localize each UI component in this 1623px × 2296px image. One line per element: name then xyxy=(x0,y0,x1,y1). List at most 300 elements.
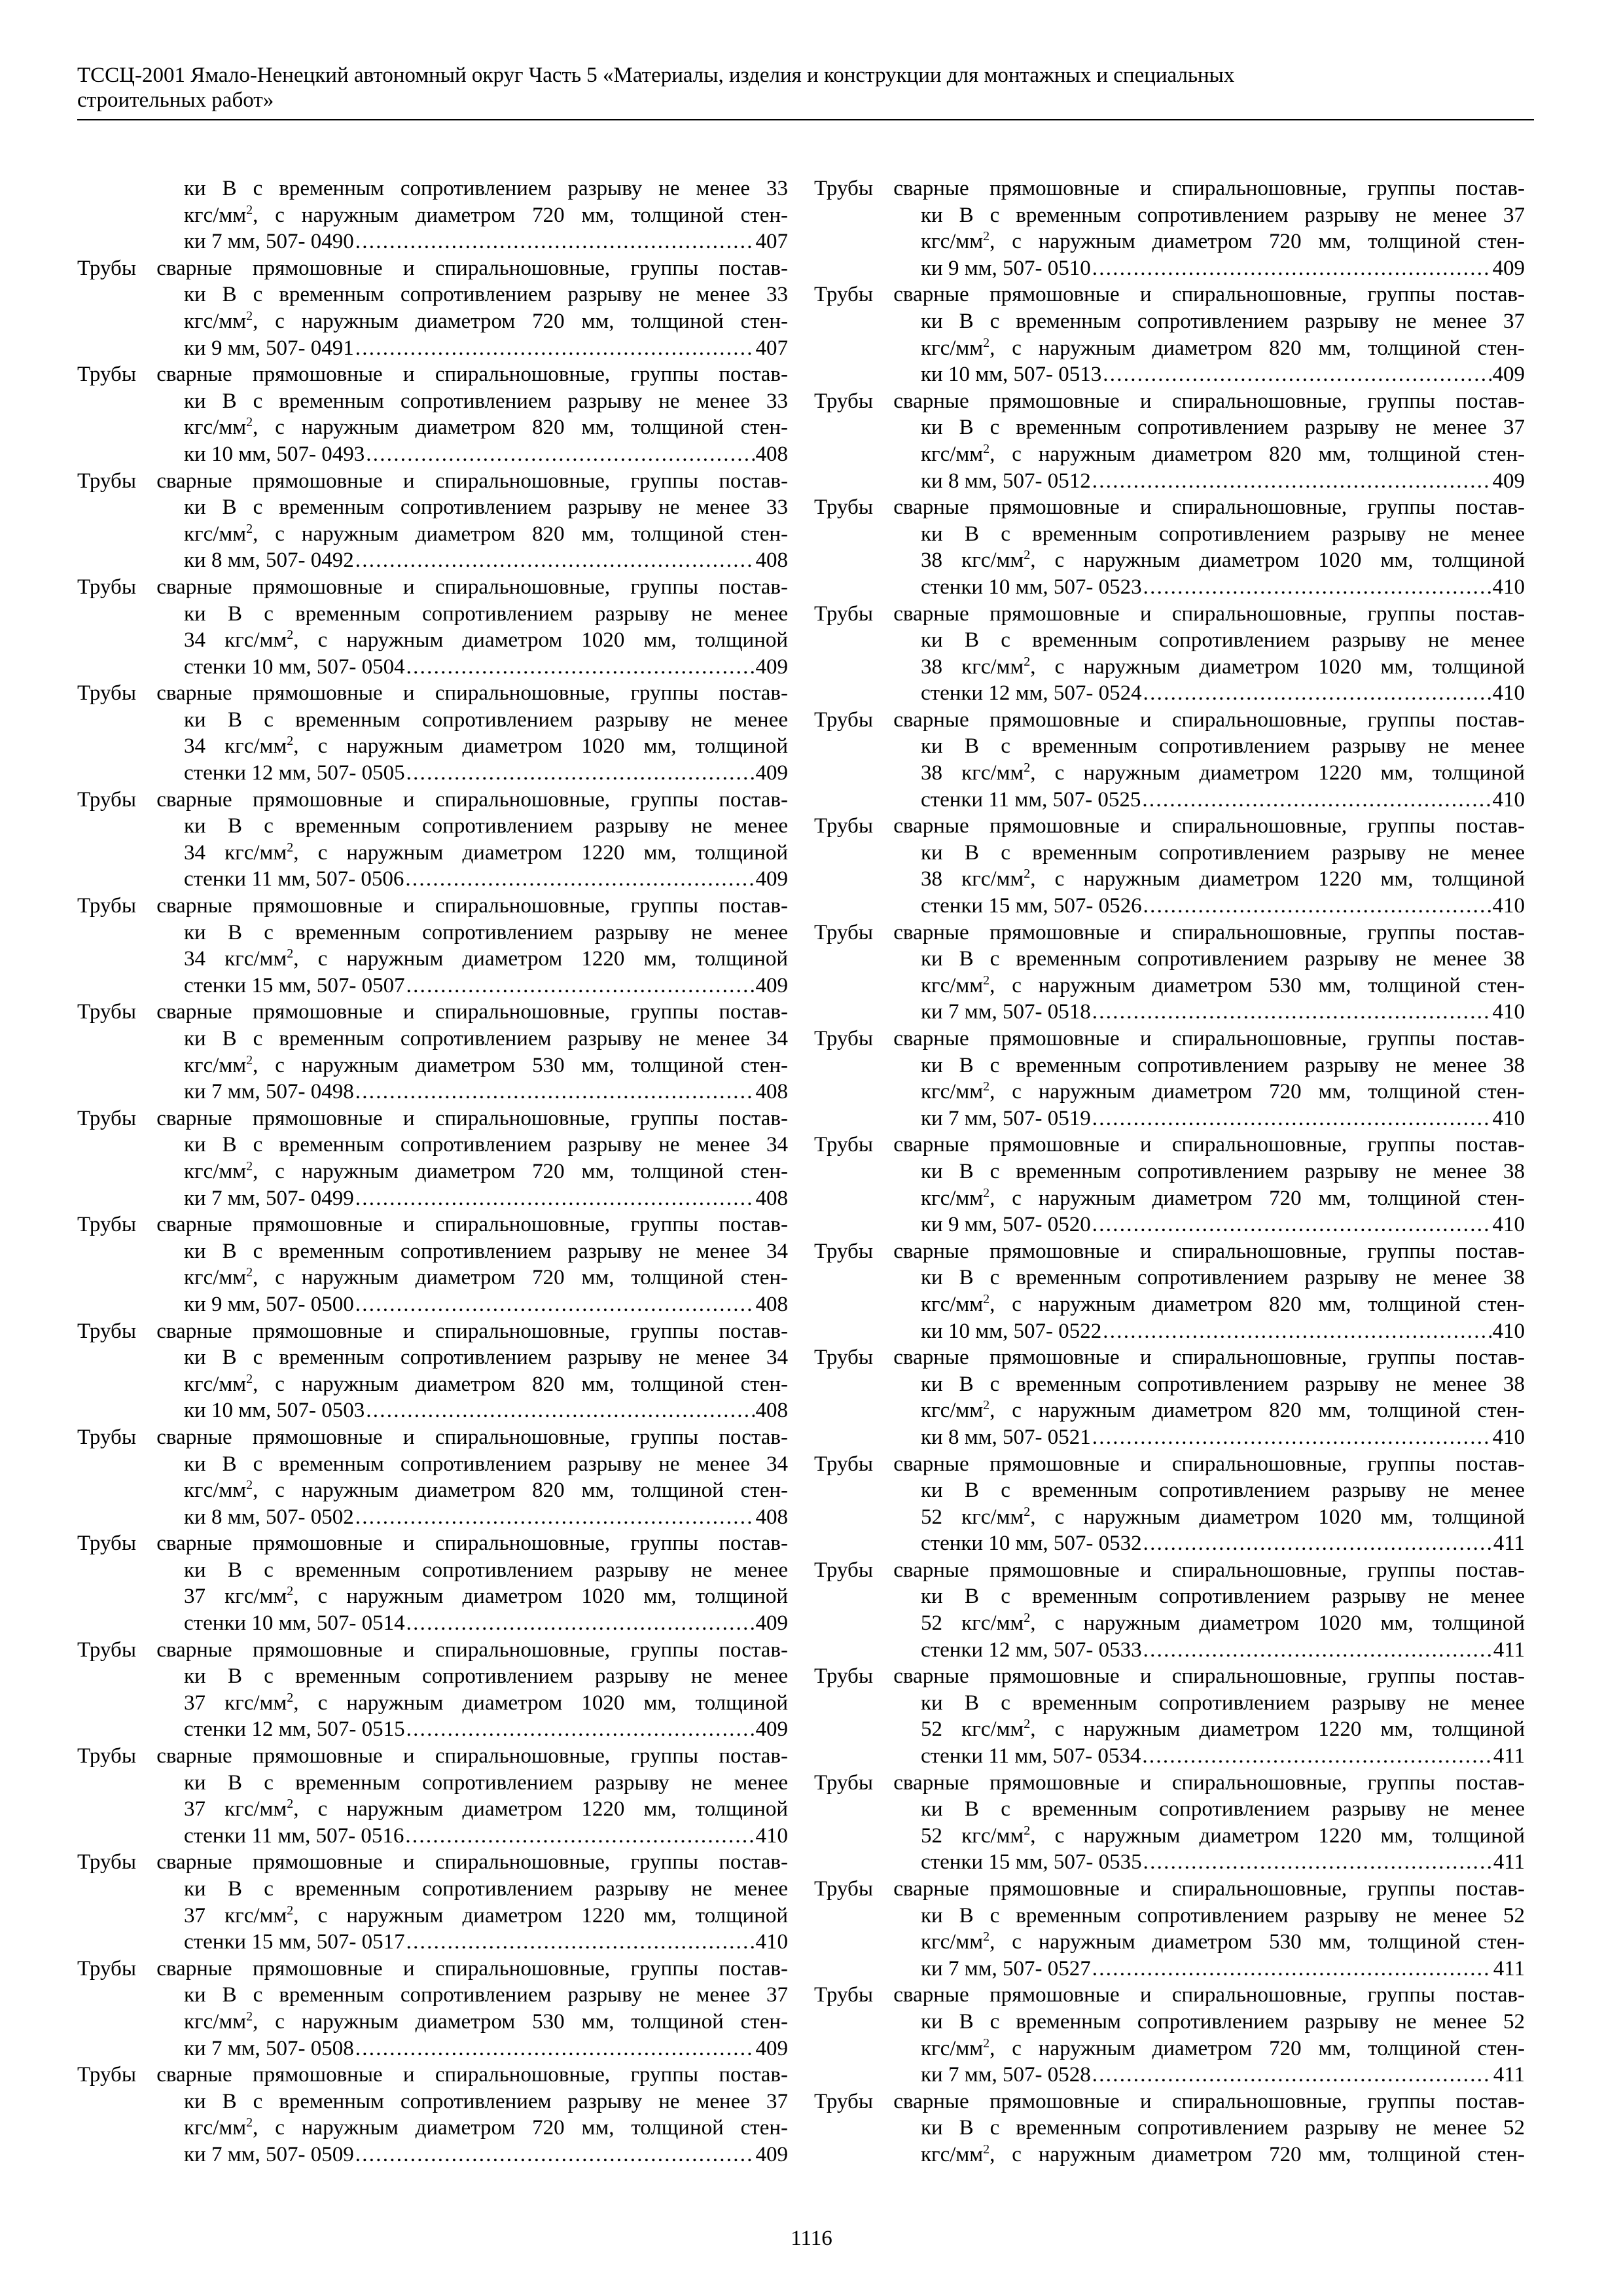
entry-leader-line xyxy=(77,2142,788,2168)
entry-continuation-line: кгс/$мм^2$, с наружным диаметром 530 мм, толщиной стен- xyxy=(921,973,1525,997)
entry-continuation-line: кгс/$мм^2$, с наружным диаметром 720 мм, толщиной стен- xyxy=(184,1265,788,1290)
entry-page-number: 410 xyxy=(1492,1425,1525,1449)
entry-code: ки 10 мм, 507- 0493 xyxy=(184,442,365,466)
index-entry xyxy=(814,1982,1525,2088)
entry-leader-line xyxy=(814,999,1525,1026)
entry-title-line: Трубы сварные прямошовные и спиральношовные, группы постав- xyxy=(77,1319,788,1343)
entry-continuation-line: кгс/$мм^2$, с наружным диаметром 820 мм, толщиной стен- xyxy=(184,1371,788,1396)
index-entry xyxy=(814,1876,1525,1982)
entry-leader-line xyxy=(814,893,1525,920)
dot-leader xyxy=(406,1929,755,1956)
entry-code: стенки 15 мм, 507- 0517 xyxy=(184,1930,405,1954)
entry-continuation-line: ки В с временным сопротивлением разрыву не менее xyxy=(921,1479,1525,1503)
dot-leader xyxy=(1092,1956,1492,1982)
entry-leader-line xyxy=(77,1397,788,1424)
entry-code: стенки 12 мм, 507- 0515 xyxy=(184,1717,405,1742)
entry-continuation-line: ки В с временным сопротивлением разрыву не менее xyxy=(184,601,788,626)
entry-page-number: 411 xyxy=(1493,1744,1525,1768)
index-entry xyxy=(814,601,1525,707)
entry-leader-line xyxy=(77,1079,788,1105)
entry-continuation-line: ки В с временным сопротивлением разрыву не менее xyxy=(921,522,1525,546)
index-entry xyxy=(814,1770,1525,1876)
entry-page-number: 410 xyxy=(1492,787,1525,812)
entry-continuation-line: ки В с временным сопротивлением разрыву не менее 34 xyxy=(184,1452,788,1476)
header-line-2: строительных работ» xyxy=(77,88,274,112)
entry-continuation-line: ки В с временным сопротивлением разрыву не менее 52 xyxy=(921,1903,1525,1928)
entry-code: стенки 11 мм, 507- 0516 xyxy=(184,1823,404,1848)
entry-title-line: Трубы сварные прямошовные и спиральношовные, группы постав- xyxy=(814,1239,1525,1263)
dot-leader xyxy=(406,1716,755,1743)
entry-continuation-line: ки В с временным сопротивлением разрыву не менее xyxy=(184,814,788,838)
entry-leader-line xyxy=(814,1424,1525,1451)
dot-leader xyxy=(1143,680,1491,707)
entry-continuation-line: 52 кгс/$мм^2$, с наружным диаметром 1220 мм, толщиной xyxy=(921,1823,1525,1848)
entry-leader-line xyxy=(814,680,1525,707)
entry-leader-line xyxy=(814,1956,1525,1982)
dot-leader xyxy=(1142,1743,1491,1770)
entry-continuation-line: ки В с временным сопротивлением разрыву не менее 52 xyxy=(921,2009,1525,2034)
entry-continuation-line: ки В с временным сопротивлением разрыву не менее xyxy=(921,1797,1525,1821)
entry-continuation-line: 34 кгс/$мм^2$, с наружным диаметром 1220 мм, толщиной xyxy=(184,840,788,865)
entry-title-line: Трубы сварные прямошовные и спиральношовные, группы постав- xyxy=(77,1425,788,1449)
entry-continuation-line: кгс/$мм^2$, с наружным диаметром 720 мм, толщиной стен- xyxy=(184,1158,788,1183)
entry-title-line: Трубы сварные прямошовные и спиральношовные, группы постав- xyxy=(814,1027,1525,1050)
entry-leader-line xyxy=(77,1291,788,1318)
index-entry xyxy=(814,1026,1525,1132)
dot-leader xyxy=(1103,361,1491,388)
entry-page-number: 408 xyxy=(755,1186,788,1210)
entry-title-line: Трубы сварные прямошовные и спиральношовные, группы постав- xyxy=(77,575,788,599)
entry-code: ки 8 мм, 507- 0521 xyxy=(921,1425,1091,1449)
entry-leader-line xyxy=(77,866,788,893)
entry-code: стенки 15 мм, 507- 0535 xyxy=(921,1850,1142,1874)
entry-code: ки 9 мм, 507- 0520 xyxy=(921,1213,1091,1237)
entry-leader-line xyxy=(77,973,788,999)
index-entry xyxy=(77,361,788,467)
entry-page-number: 409 xyxy=(755,2142,788,2166)
dot-leader xyxy=(355,1291,755,1318)
index-entry xyxy=(77,255,788,361)
entry-continuation-line: ки В с временным сопротивлением разрыву не менее xyxy=(921,628,1525,653)
entry-leader-line xyxy=(77,1504,788,1531)
entry-leader-line xyxy=(814,361,1525,388)
entry-title-line: Трубы сварные прямошовные и спиральношовные, группы постав- xyxy=(77,787,788,812)
dot-leader xyxy=(366,1397,754,1424)
entry-code: ки 8 мм, 507- 0492 xyxy=(184,548,354,573)
dot-leader xyxy=(1143,1530,1492,1557)
entry-continuation-line: кгс/$мм^2$, с наружным диаметром 720 мм, толщиной стен- xyxy=(921,1079,1525,1104)
dot-leader xyxy=(1143,574,1491,601)
entry-continuation-line: кгс/$мм^2$, с наружным диаметром 820 мм, толщиной стен- xyxy=(184,1478,788,1503)
entry-continuation-line: 34 кгс/$мм^2$, с наружным диаметром 1220 мм, толщиной xyxy=(184,946,788,971)
entry-title-line: Трубы сварные прямошовные и спиральношовные, группы постав- xyxy=(77,1532,788,1556)
entry-continuation-line: 38 кгс/$мм^2$, с наружным диаметром 1220 мм, толщиной xyxy=(921,867,1525,891)
entry-continuation-line: 52 кгс/$мм^2$, с наружным диаметром 1220 мм, толщиной xyxy=(921,1717,1525,1742)
entry-code: ки 10 мм, 507- 0513 xyxy=(921,363,1102,387)
entry-leader-line xyxy=(77,2036,788,2062)
entry-continuation-line: кгс/$мм^2$, с наружным диаметром 720 мм, толщиной стен- xyxy=(184,2115,788,2140)
dot-leader xyxy=(1143,893,1491,920)
entry-page-number: 409 xyxy=(755,1611,788,1636)
entry-page-number: 408 xyxy=(755,1080,788,1104)
entry-continuation-line: 37 кгс/$мм^2$, с наружным диаметром 1220 мм, толщиной xyxy=(184,1797,788,1821)
entry-continuation-line: ки В с временным сопротивлением разрыву не менее 34 xyxy=(184,1346,788,1370)
entry-continuation-line: 37 кгс/$мм^2$, с наружным диаметром 1020 мм, толщиной xyxy=(184,1584,788,1609)
right-column xyxy=(814,175,1525,2168)
entry-leader-line xyxy=(814,1637,1525,1664)
entry-code: ки 7 мм, 507- 0519 xyxy=(921,1106,1091,1130)
entry-title-line: Трубы сварные прямошовные и спиральношовные, группы постав- xyxy=(814,1452,1525,1476)
header-rule xyxy=(77,119,1534,120)
entry-continuation-line: ки В с временным сопротивлением разрыву не менее xyxy=(921,1691,1525,1715)
entry-code: ки 7 мм, 507- 0528 xyxy=(921,2063,1091,2087)
dot-leader xyxy=(355,1079,755,1105)
entry-continuation-line: ки В с временным сопротивлением разрыву не менее xyxy=(184,1664,788,1689)
entry-continuation-line: ки В с временным сопротивлением разрыву не менее 33 xyxy=(184,495,788,520)
entry-page-number: 408 xyxy=(755,548,788,573)
entry-continuation-line: ки В с временным сопротивлением разрыву не менее 33 xyxy=(184,283,788,307)
dot-leader xyxy=(366,441,754,468)
entry-continuation-line: ки В с временным сопротивлением разрыву не менее xyxy=(921,734,1525,759)
index-entry xyxy=(814,175,1525,281)
entry-page-number: 409 xyxy=(755,973,788,997)
entry-leader-line xyxy=(77,228,788,255)
entry-code: стенки 15 мм, 507- 0507 xyxy=(184,973,405,997)
entry-title-line: Трубы сварные прямошовные и спиральношовные, группы постав- xyxy=(814,177,1525,200)
entry-title-line: Трубы сварные прямошовные и спиральношовные, группы постав- xyxy=(814,1346,1525,1370)
entry-leader-line xyxy=(814,1211,1525,1238)
entry-continuation-line: 52 кгс/$мм^2$, с наружным диаметром 1020 мм, толщиной xyxy=(921,1504,1525,1529)
index-entry xyxy=(814,1451,1525,1557)
entry-leader-line xyxy=(77,654,788,681)
entry-title-line: Трубы сварные прямошовные и спиральношовные, группы постав- xyxy=(814,2089,1525,2113)
entry-title-line: Трубы сварные прямошовные и спиральношовные, группы постав- xyxy=(814,1133,1525,1157)
entry-page-number: 411 xyxy=(1493,1532,1525,1556)
index-entry xyxy=(77,787,788,893)
entry-code: стенки 12 мм, 507- 0533 xyxy=(921,1638,1142,1662)
entry-continuation-line: 34 кгс/$мм^2$, с наружным диаметром 1020 мм, толщиной xyxy=(184,628,788,653)
entry-code: ки 8 мм, 507- 0512 xyxy=(921,469,1091,493)
entry-leader-line xyxy=(814,1743,1525,1770)
entry-title-line: Трубы сварные прямошовные и спиральношовные, группы постав- xyxy=(77,1000,788,1024)
index-entry xyxy=(77,1318,788,1424)
entry-leader-line xyxy=(814,574,1525,601)
entry-page-number: 410 xyxy=(755,1823,788,1848)
entry-continuation-line: ки В с временным сопротивлением разрыву не менее xyxy=(184,920,788,944)
index-entry xyxy=(814,1132,1525,1238)
entry-code: стенки 11 мм, 507- 0525 xyxy=(921,787,1141,812)
entry-page-number: 409 xyxy=(1492,469,1525,493)
entry-continuation-line: ки В с временным сопротивлением разрыву не менее 34 xyxy=(184,1239,788,1263)
entry-continuation-line: кгс/$мм^2$, с наружным диаметром 720 мм, толщиной стен- xyxy=(921,2142,1525,2166)
entry-continuation-line: ки В с временным сопротивлением разрыву не менее 37 xyxy=(921,203,1525,227)
entry-page-number: 410 xyxy=(1492,1106,1525,1130)
entry-continuation-line: ки В с временным сопротивлением разрыву не менее 38 xyxy=(921,1372,1525,1396)
dot-leader xyxy=(1092,1424,1491,1451)
dot-leader xyxy=(1092,255,1491,282)
entry-code: ки 9 мм, 507- 0500 xyxy=(184,1292,354,1316)
entry-leader-line xyxy=(77,1610,788,1637)
dot-leader xyxy=(355,1185,755,1212)
entry-leader-line xyxy=(77,547,788,574)
index-entry xyxy=(814,1344,1525,1450)
entry-page-number: 409 xyxy=(755,761,788,785)
index-entry xyxy=(77,1637,788,1743)
entry-leader-line xyxy=(77,1929,788,1956)
entry-page-number: 409 xyxy=(1492,363,1525,387)
entry-continuation-line: ки В с временным сопротивлением разрыву не менее 34 xyxy=(184,1027,788,1050)
index-entry xyxy=(77,893,788,999)
entry-continuation-line: кгс/$мм^2$, с наружным диаметром 720 мм, толщиной стен- xyxy=(921,229,1525,254)
dot-leader xyxy=(1092,1105,1491,1132)
dot-leader xyxy=(355,335,755,362)
entry-page-number: 408 xyxy=(755,442,788,466)
entry-leader-line xyxy=(814,1849,1525,1876)
entry-continuation-line: ки В с временным сопротивлением разрыву не менее xyxy=(184,1877,788,1901)
dot-leader xyxy=(355,228,755,255)
entry-continuation-line: ки В с временным сопротивлением разрыву не менее 38 xyxy=(921,947,1525,971)
index-entry xyxy=(814,1663,1525,1769)
entry-continuation-line: ки В с временным сопротивлением разрыву не менее xyxy=(184,1770,788,1795)
entry-code: стенки 12 мм, 507- 0505 xyxy=(184,761,405,785)
index-entry xyxy=(77,680,788,786)
entry-title-line: Трубы сварные прямошовные и спиральношовные, группы постав- xyxy=(814,495,1525,520)
index-entry xyxy=(77,1530,788,1636)
dot-leader xyxy=(355,1504,755,1531)
entry-continuation-line: ки В с временным сопротивлением разрыву не менее 37 xyxy=(921,416,1525,440)
entry-code: ки 7 мм, 507- 0508 xyxy=(184,2036,354,2060)
entry-page-number: 408 xyxy=(755,1292,788,1316)
entry-page-number: 410 xyxy=(1492,575,1525,599)
index-entry xyxy=(77,1956,788,2062)
entry-leader-line xyxy=(814,255,1525,282)
entry-continuation-line: ки В с временным сопротивлением разрыву не менее 33 xyxy=(184,177,788,200)
entry-continuation-line: ки В с временным сопротивлением разрыву не менее xyxy=(921,1585,1525,1609)
entry-continuation-line: 38 кгс/$мм^2$, с наружным диаметром 1220 мм, толщиной xyxy=(921,761,1525,785)
entry-continuation-line: 52 кгс/$мм^2$, с наружным диаметром 1020 мм, толщиной xyxy=(921,1611,1525,1636)
entry-title-line: Трубы сварные прямошовные и спиральношовные, группы постав- xyxy=(77,894,788,918)
entry-code: ки 10 мм, 507- 0522 xyxy=(921,1319,1102,1343)
entry-continuation-line: 37 кгс/$мм^2$, с наружным диаметром 1220 мм, толщиной xyxy=(184,1903,788,1928)
entry-continuation-line: ки В с временным сопротивлением разрыву не менее 37 xyxy=(184,2089,788,2113)
entry-title-line: Трубы сварные прямошовные и спиральношовные, группы постав- xyxy=(77,363,788,387)
entry-continuation-line: ки В с временным сопротивлением разрыву не менее xyxy=(184,708,788,732)
entry-continuation-line: ки В с временным сопротивлением разрыву не менее 38 xyxy=(921,1159,1525,1183)
index-entry xyxy=(77,1424,788,1530)
dot-leader xyxy=(1092,999,1491,1026)
entry-continuation-line: ки В с временным сопротивлением разрыву не менее 52 xyxy=(921,2116,1525,2140)
entry-page-number: 410 xyxy=(1492,681,1525,706)
entry-page-number: 410 xyxy=(755,1930,788,1954)
entry-continuation-line: кгс/$мм^2$, с наружным диаметром 820 мм, толщиной стен- xyxy=(921,1398,1525,1423)
entry-title-line: Трубы сварные прямошовные и спиральношовные, группы постав- xyxy=(814,1983,1525,2007)
entry-continuation-line: ки В с временным сопротивлением разрыву не менее 34 xyxy=(184,1133,788,1157)
entry-title-line: Трубы сварные прямошовные и спиральношовные, группы постав- xyxy=(77,1956,788,1981)
index-entry xyxy=(814,2089,1525,2168)
entry-leader-line xyxy=(77,760,788,787)
entry-code: ки 7 мм, 507- 0498 xyxy=(184,1080,354,1104)
entry-continuation-line: кгс/$мм^2$, с наружным диаметром 820 мм, толщиной стен- xyxy=(921,441,1525,466)
entry-title-line: Трубы сварные прямошовные и спиральношовные, группы постав- xyxy=(814,283,1525,307)
entry-code: стенки 10 мм, 507- 0523 xyxy=(921,575,1142,599)
entry-title-line: Трубы сварные прямошовные и спиральношовные, группы постав- xyxy=(814,920,1525,944)
entry-leader-line xyxy=(814,1530,1525,1557)
entry-leader-line xyxy=(814,1105,1525,1132)
entry-code: стенки 11 мм, 507- 0534 xyxy=(921,1744,1141,1768)
entry-code: ки 9 мм, 507- 0510 xyxy=(921,256,1091,280)
entry-page-number: 407 xyxy=(755,336,788,360)
entry-title-line: Трубы сварные прямошовные и спиральношовные, группы постав- xyxy=(77,256,788,280)
dot-leader xyxy=(405,1823,754,1850)
entry-title-line: Трубы сварные прямошовные и спиральношовные, группы постав- xyxy=(814,1558,1525,1582)
page-number: 1116 xyxy=(791,2227,832,2250)
index-entry xyxy=(77,1105,788,1211)
entry-continuation-line: 34 кгс/$мм^2$, с наружным диаметром 1020 мм, толщиной xyxy=(184,734,788,759)
entry-code: стенки 11 мм, 507- 0506 xyxy=(184,867,404,891)
entry-title-line: Трубы сварные прямошовные и спиральношовные, группы постав- xyxy=(814,814,1525,838)
entry-continuation-line: 38 кгс/$мм^2$, с наружным диаметром 1020 мм, толщиной xyxy=(921,654,1525,679)
entry-page-number: 411 xyxy=(1493,2063,1525,2087)
index-entry xyxy=(814,388,1525,494)
entry-code: ки 7 мм, 507- 0527 xyxy=(921,1956,1091,1981)
entry-code: ки 7 мм, 507- 0518 xyxy=(921,1000,1091,1024)
entry-continuation-line: кгс/$мм^2$, с наружным диаметром 530 мм, толщиной стен- xyxy=(184,1052,788,1077)
entry-page-number: 408 xyxy=(755,1399,788,1423)
entry-continuation-line: кгс/$мм^2$, с наружным диаметром 720 мм, толщиной стен- xyxy=(921,1185,1525,1210)
entry-title-line: Трубы сварные прямошовные и спиральношовные, группы постав- xyxy=(814,1877,1525,1901)
entry-code: ки 7 мм, 507- 0509 xyxy=(184,2142,354,2166)
entry-leader-line xyxy=(77,441,788,468)
dot-leader xyxy=(1103,1318,1491,1345)
index-entry xyxy=(77,175,788,255)
dot-leader xyxy=(406,760,755,787)
entry-continuation-line: кгс/$мм^2$, с наружным диаметром 530 мм, толщиной стен- xyxy=(184,2009,788,2034)
entry-title-line: Трубы сварные прямошовные и спиральношовные, группы постав- xyxy=(814,601,1525,626)
entry-continuation-line: кгс/$мм^2$, с наружным диаметром 720 мм, толщиной стен- xyxy=(184,308,788,333)
entry-page-number: 410 xyxy=(1492,1319,1525,1343)
entry-continuation-line: кгс/$мм^2$, с наружным диаметром 820 мм, толщиной стен- xyxy=(184,415,788,440)
entry-page-number: 411 xyxy=(1493,1956,1525,1981)
entry-page-number: 410 xyxy=(1492,1000,1525,1024)
index-entry xyxy=(77,1211,788,1318)
entry-code: ки 7 мм, 507- 0499 xyxy=(184,1186,354,1210)
dot-leader xyxy=(355,547,755,574)
entry-continuation-line: кгс/$мм^2$, с наружным диаметром 820 мм, толщиной стен- xyxy=(184,521,788,546)
entry-page-number: 409 xyxy=(755,2036,788,2060)
entry-page-number: 409 xyxy=(755,867,788,891)
index-entry xyxy=(77,468,788,574)
dot-leader xyxy=(406,973,755,999)
entry-continuation-line: кгс/$мм^2$, с наружным диаметром 720 мм, толщиной стен- xyxy=(184,202,788,227)
dot-leader xyxy=(406,1610,755,1637)
entry-page-number: 411 xyxy=(1493,1850,1525,1874)
entry-continuation-line: ки В с временным сопротивлением разрыву не менее 33 xyxy=(184,389,788,413)
dot-leader xyxy=(1092,468,1491,495)
dot-leader xyxy=(406,654,755,681)
entry-leader-line xyxy=(814,787,1525,814)
entry-title-line: Трубы сварные прямошовные и спиральношовные, группы постав- xyxy=(77,1850,788,1874)
entry-continuation-line: ки В с временным сопротивлением разрыву не менее 38 xyxy=(921,1053,1525,1077)
entry-leader-line xyxy=(77,1823,788,1850)
entry-code: стенки 10 мм, 507- 0514 xyxy=(184,1611,405,1636)
index-entry xyxy=(77,574,788,680)
entry-code: стенки 10 мм, 507- 0504 xyxy=(184,655,405,679)
entry-continuation-line: ки В с временным сопротивлением разрыву не менее 38 xyxy=(921,1266,1525,1290)
index-entry xyxy=(814,707,1525,813)
index-entry xyxy=(814,920,1525,1026)
running-header xyxy=(77,63,1534,113)
dot-leader xyxy=(355,2142,755,2168)
entry-continuation-line: ки В с временным сопротивлением разрыву не менее 37 xyxy=(921,309,1525,333)
entry-page-number: 410 xyxy=(1492,894,1525,918)
header-line-1: ТССЦ-2001 Ямало-Ненецкий автономный округ Часть 5 «Материалы, изделия и конструкции для монтажных и специальных xyxy=(77,63,1235,87)
index-entry xyxy=(77,1743,788,1849)
entry-code: стенки 15 мм, 507- 0526 xyxy=(921,894,1142,918)
entry-title-line: Трубы сварные прямошовные и спиральношовные, группы постав- xyxy=(77,681,788,706)
entry-page-number: 411 xyxy=(1493,1638,1525,1662)
index-entry xyxy=(814,813,1525,919)
entry-title-line: Трубы сварные прямошовные и спиральношовные, группы постав- xyxy=(814,708,1525,732)
entry-page-number: 409 xyxy=(755,1717,788,1742)
dot-leader xyxy=(1143,1849,1492,1876)
entry-page-number: 410 xyxy=(1492,1213,1525,1237)
index-entry xyxy=(814,1238,1525,1344)
entry-title-line: Трубы сварные прямошовные и спиральношовные, группы постав- xyxy=(77,1744,788,1768)
entry-page-number: 408 xyxy=(755,1505,788,1529)
entry-title-line: Трубы сварные прямошовные и спиральношовные, группы постав- xyxy=(77,1106,788,1130)
entry-continuation-line: кгс/$мм^2$, с наружным диаметром 820 мм, толщиной стен- xyxy=(921,1291,1525,1316)
dot-leader xyxy=(1092,2062,1492,2089)
entry-leader-line xyxy=(77,1185,788,1212)
index-entry xyxy=(814,494,1525,600)
entry-title-line: Трубы сварные прямошовные и спиральношовные, группы постав- xyxy=(77,469,788,493)
entry-code: стенки 10 мм, 507- 0532 xyxy=(921,1532,1142,1556)
entry-code: ки 10 мм, 507- 0503 xyxy=(184,1399,365,1423)
index-entry xyxy=(814,1557,1525,1663)
entry-code: ки 8 мм, 507- 0502 xyxy=(184,1505,354,1529)
dot-leader xyxy=(405,866,754,893)
entry-page-number: 407 xyxy=(755,230,788,254)
entry-title-line: Трубы сварные прямошовные и спиральношовные, группы постав- xyxy=(77,1638,788,1662)
dot-leader xyxy=(1142,787,1491,814)
entry-continuation-line: кгс/$мм^2$, с наружным диаметром 720 мм, толщиной стен- xyxy=(921,2036,1525,2060)
entry-title-line: Трубы сварные прямошовные и спиральношовные, группы постав- xyxy=(814,1770,1525,1795)
entry-title-line: Трубы сварные прямошовные и спиральношовные, группы постав- xyxy=(814,389,1525,413)
entry-continuation-line: 38 кгс/$мм^2$, с наружным диаметром 1020 мм, толщиной xyxy=(921,548,1525,573)
entry-page-number: 409 xyxy=(755,655,788,679)
entry-code: ки 7 мм, 507- 0490 xyxy=(184,230,354,254)
left-column xyxy=(77,175,788,2168)
entry-leader-line xyxy=(77,335,788,362)
index-entry xyxy=(814,281,1525,387)
entry-continuation-line: кгс/$мм^2$, с наружным диаметром 530 мм, толщиной стен- xyxy=(921,1929,1525,1954)
entry-code: ки 9 мм, 507- 0491 xyxy=(184,336,354,360)
entry-continuation-line: ки В с временным сопротивлением разрыву не менее xyxy=(184,1558,788,1582)
index-entry xyxy=(77,1849,788,1955)
entry-continuation-line: ки В с временным сопротивлением разрыву не менее xyxy=(921,840,1525,865)
index-entry xyxy=(77,2062,788,2168)
entry-title-line: Трубы сварные прямошовные и спиральношовные, группы постав- xyxy=(77,2063,788,2087)
entry-page-number: 409 xyxy=(1492,256,1525,280)
entry-leader-line xyxy=(814,2062,1525,2089)
entry-code: стенки 12 мм, 507- 0524 xyxy=(921,681,1142,706)
entry-title-line: Трубы сварные прямошовные и спиральношовные, группы постав- xyxy=(77,1213,788,1237)
entry-continuation-line: ки В с временным сопротивлением разрыву не менее 37 xyxy=(184,1983,788,2007)
entry-title-line: Трубы сварные прямошовные и спиральношовные, группы постав- xyxy=(814,1664,1525,1689)
entry-continuation-line: 37 кгс/$мм^2$, с наружным диаметром 1020 мм, толщиной xyxy=(184,1690,788,1715)
dot-leader xyxy=(1143,1637,1492,1664)
index-entry xyxy=(77,999,788,1105)
